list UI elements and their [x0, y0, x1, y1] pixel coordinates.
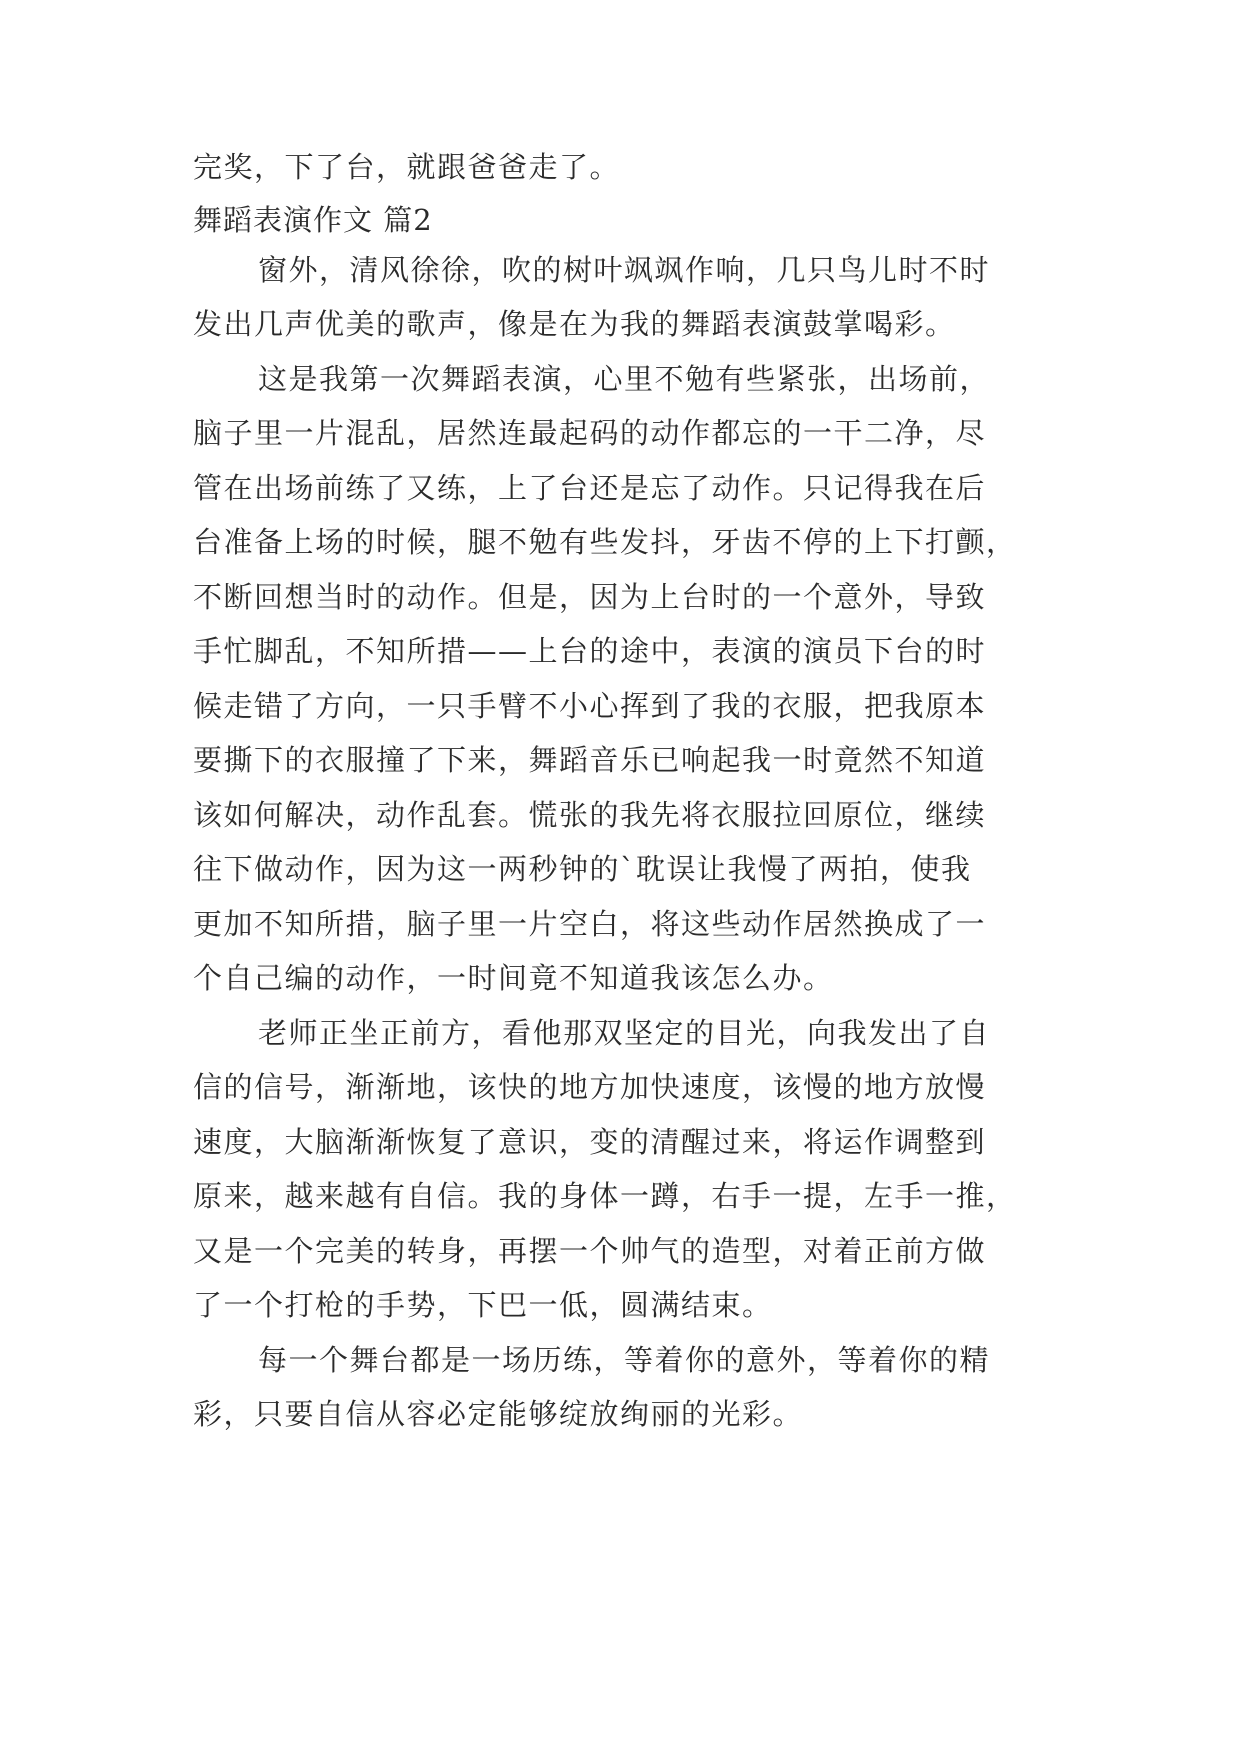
paragraph-5-line-1: 每一个舞台都是一场历练，等着你的意外，等着你的精 [258, 1343, 991, 1377]
paragraph-4-line-1: 老师正坐正前方，看他那双坚定的目光，向我发出了自 [258, 1016, 991, 1050]
paragraph-4-line-5: 又是一个完美的转身，再摆一个帅气的造型，对着正前方做 [193, 1234, 987, 1268]
paragraph-3-line-11: 更加不知所措，脑子里一片空白，将这些动作居然换成了一 [193, 907, 987, 941]
paragraph-2-line-2: 发出几声优美的歌声，像是在为我的舞蹈表演鼓掌喝彩。 [193, 307, 956, 341]
paragraph-4-line-2: 信的信号，渐渐地，该快的地方加快速度，该慢的地方放慢 [193, 1070, 987, 1104]
paragraph-2-line-1: 窗外，清风徐徐，吹的树叶飒飒作响，几只鸟儿时不时 [258, 253, 991, 287]
paragraph-1-line-1: 完奖，下了台，就跟爸爸走了。 [193, 150, 621, 184]
paragraph-3-line-7: 候走错了方向，一只手臂不小心挥到了我的衣服，把我原本 [193, 689, 987, 723]
paragraph-4-line-6: 了一个打枪的手势，下巴一低，圆满结束。 [193, 1288, 773, 1322]
paragraph-3-line-6: 手忙脚乱，不知所措——上台的途中，表演的演员下台的时 [193, 634, 987, 668]
paragraph-3-line-4: 台准备上场的时候，腿不勉有些发抖，牙齿不停的上下打颤， [193, 525, 1017, 559]
paragraph-4-line-3: 速度，大脑渐渐恢复了意识，变的清醒过来，将运作调整到 [193, 1125, 987, 1159]
paragraph-4-line-4: 原来，越来越有自信。我的身体一蹲，右手一提，左手一推， [193, 1179, 1017, 1213]
paragraph-3-line-9: 该如何解决，动作乱套。慌张的我先将衣服拉回原位，继续 [193, 798, 987, 832]
paragraph-3-line-1: 这是我第一次舞蹈表演，心里不勉有些紧张，出场前， [258, 362, 991, 396]
paragraph-3-line-3: 管在出场前练了又练，上了台还是忘了动作。只记得我在后 [193, 471, 987, 505]
paragraph-3-line-10: 往下做动作，因为这一两秒钟的`耽误让我慢了两拍，使我 [193, 852, 972, 886]
paragraph-5-line-2: 彩，只要自信从容必定能够绽放绚丽的光彩。 [193, 1397, 804, 1431]
paragraph-3-line-8: 要撕下的衣服撞了下来，舞蹈音乐已响起我一时竟然不知道 [193, 743, 987, 777]
paragraph-3-line-5: 不断回想当时的动作。但是，因为上台时的一个意外，导致 [193, 580, 987, 614]
paragraph-3-line-12: 个自己编的动作，一时间竟不知道我该怎么办。 [193, 961, 834, 995]
section-heading: 舞蹈表演作文 篇2 [193, 203, 433, 237]
paragraph-3-line-2: 脑子里一片混乱，居然连最起码的动作都忘的一干二净，尽 [193, 416, 987, 450]
